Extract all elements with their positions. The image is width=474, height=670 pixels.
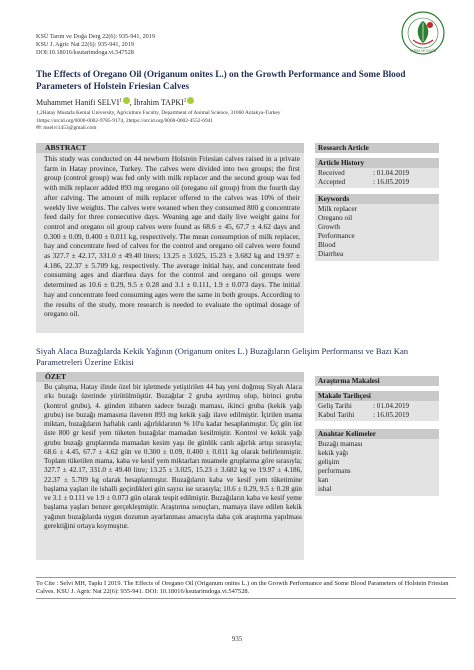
received-row (318, 169, 410, 178)
author-name-2: İbrahim TAPKI (133, 98, 184, 107)
orcid-icon[interactable] (187, 97, 194, 104)
keyword-item: Diarrhea (318, 250, 344, 258)
keyword-item: Performance (318, 232, 355, 240)
paper-title: The Effects of Oregano Oil (Origanum onites L.) on the Growth Performance and Some Blood Parameters of Holstein Friesian Calves (36, 69, 406, 91)
keyword-item: Oregano oil (318, 214, 353, 222)
ozet-text: Bu çalışma, Hatay ilinde özel bir işletmede yetiştirilen 44 baş yeni doğmuş Siyah Alaca ırkı buzağı üzerinde yürütülmüştür. Buzağılar 2 gruba ayrılmış olup, birinci gruba (kontrol grubu), 4. günden itibaren sadece buzağı maması, ikinci gruba (kekik yağı grubu) ise buzağı mamasına ilaveten 893 mg kekik yağı ilave edilmiştir. İçirilen mama miktarı, buzağıların haftalık canlı ağırlıklarının % 10'u kadar hesaplanmıştır. Üç gün üst üste 800 gr kesif yem tüketen buzağılar mamadan kesilmiştir. Kontrol ve kekik yağı grubu buzağı gruplarında mamadan kesim yaşı ile günlük canlı ağırlık artışı sırasıyla; 68.6 ± 4.45, 67.7 ± 4.62 gün ve 0.300 ± 0.09, 0.400 ± 0.011 kg olarak belirlenmiştir. Toplam tüketilen mama, kaba ve kesif yem miktarları muamele gruplarına göre sırasıyla; 327.7 ± 42.17, 331.0 ± 49.40 litre; 13.25 ± 3.025, 15.23 ± 3.682 kg ve 19.97 ± 4.186, 22.37 ± 5.709 kg olarak hesaplanmıştır. Buzağıların kaba ve kesif yem tüketimine başlama yaşları ile ishalli geçirdikleri gün sayısı ise sırasıyla; 10.6 ± 0.29, 9.5 ± 0.28 gün ve 3.1 ± 0.111 ve 1.9 ± 0.073 gün olarak tespit edilmiştir. Buzağıların kaba ve kesif yeme başlama yaşları benzer gerçekleşmiştir. Araştırma sonuçları, mamaya ilave edilen kekik yağının buzağılarda uygun dozunun ayarlanması amacıyla daha çok araştırma yapılması gerektiğini ortaya koymuştur. (44, 383, 302, 530)
accepted-row (318, 178, 410, 187)
author-sup-1: 1 (119, 98, 122, 104)
abstract-text: This study was conducted on 44 newborn Holstein Friesian calves raised in a private farm in Hatay province, Turkey. The calves were divided into two groups; the first group (control group) was fed only with milk replacer and the second group was fed with milk replacer added 893 mg oregano oil (oregano oil group) from the fourth day after calving. The amount of milk replacer offered to the calves was 10% of their weekly live weights. The calves were weaned when they consumed 800 g concentrate feed daily for three consecutive days. Weaning age and daily live weight gains for control and oregano oil group calves were found as 68.6 ± 45, 67.7 ± 4.62 days and 0.300 ± 0.09, 0.400 ± 0.011 kg, respectively. The mean consumption of milk replacer, hay and concentrate feed of calves for the control and oregano oil calves were found as 327.7 ± 42.17, 331.0 ± 49.40 liters; 13.25 ± 3.025, 15.23 ± 3.682 kg and 19.97 ± 4.186, 22.37 ± 5.709 kg, respectively. The average initial hay, and concentrate feed consuming ages and diarrhea days for the control and oregano oil groups were determined as 10.6 ± 0.29, 9.5 ± 0.28 and 3.1 ± 0.111, 1.9 ± 0.073 days. The initial hay and concentrate feed consuming ages were the same in both groups. According to the results of the study, more research is needed to evaluate the optimal dosage of oregano oil. (44, 154, 300, 319)
keyword-item: performans (318, 467, 351, 475)
makale-tarihcesi-heading: Makale Tarihçesi (315, 391, 439, 401)
accepted-label: Accepted (318, 178, 346, 186)
kabul-label: Kabul Tarihi (318, 411, 355, 419)
affiliation-line: 1,2Hatay Mustafa Kemal University, Agriculture Faculty, Department of Animal Science, 31060 Antakya-Turkey (36, 110, 281, 116)
article-history-heading: Article History (315, 158, 439, 168)
keyword-item: Growth (318, 223, 340, 231)
keyword-item: ishal (318, 485, 332, 493)
anahtar-kelimeler-heading: Anahtar Kelimeler (315, 429, 439, 439)
keyword-item: kan (318, 476, 329, 484)
received-label: Received (318, 169, 345, 177)
keyword-item: Milk replacer (318, 205, 357, 213)
journal-line-tr: KSÜ Tarım ve Doğa Derg 22(6): 935-941, 2019 (36, 33, 155, 40)
gelis-date: : 01.04.2019 (373, 402, 410, 410)
author-list: Muhammet Hanifi SELVI$^1$ , İbrahim TAPKI$^2$ (36, 97, 194, 107)
orcid-links[interactable]: 1https://orcid.org/0000-0002-9785-9174, 2https://orcid.org/0000-0002-4552-6941 (36, 117, 214, 124)
received-date: : 01.04.2019 (373, 169, 410, 177)
gelis-row (318, 402, 410, 411)
arastirma-makalesi-label: Araştırma Makalesi (315, 376, 439, 386)
keywords-heading: Keywords (315, 194, 439, 204)
journal-header (36, 33, 155, 58)
keyword-item: kekik yağı (318, 449, 349, 457)
email-line[interactable]: ✉: mselvi1453@gmail.com (36, 125, 97, 132)
journal-doi: DOI:10.18016/ksutarimdoga.vi.547528 (36, 49, 134, 57)
citation-block: To Cite : Selvi MH, Tapkı İ 2019. The Effects of Oregano Oil (Origanum onites L.) on the Growth Performance and Some Blood Parameters of Holstein Friesian Calves. KSU J. Agric Nat 22(6): 935-941. DOI: 10.18016/ksutarimdoga.vi.547528. (36, 580, 449, 596)
kabul-row (318, 411, 410, 420)
keyword-item: Buzağı maması (318, 440, 363, 448)
author-sup-2: 2 (183, 98, 187, 104)
citation-rule-top (36, 577, 456, 578)
citation-rule-bottom (36, 598, 456, 599)
research-article-label: Research Article (315, 143, 439, 153)
abstract-heading: ABSTRACT (36, 143, 304, 153)
ozet-heading: ÖZET (36, 372, 304, 382)
accepted-date: : 16.05.2019 (373, 178, 410, 186)
page-number: 935 (231, 635, 243, 643)
affiliation-block (36, 110, 456, 133)
journal-logo (400, 10, 446, 56)
gelis-label: Geliş Tarihi (318, 402, 352, 410)
journal-line-en: KSU J. Agric Nat 22(6): 935-941, 2019 (36, 41, 134, 49)
author-name-1: Muhammet Hanifi SELVI (36, 98, 120, 107)
kabul-date: : 16.05.2019 (373, 411, 410, 419)
logo-text: TARIM VE DOĞA (409, 49, 437, 53)
keyword-item: gelişim (318, 458, 340, 466)
turkish-title: Siyah Alaca Buzağılarda Kekik Yağının (Origanum onites L.) Buzağıların Gelişim Performansı ve Bazı Kan Parametreleri Üzerine Etkisi (36, 346, 409, 367)
orcid-icon[interactable] (123, 97, 130, 104)
keyword-item: Blood (318, 241, 336, 249)
